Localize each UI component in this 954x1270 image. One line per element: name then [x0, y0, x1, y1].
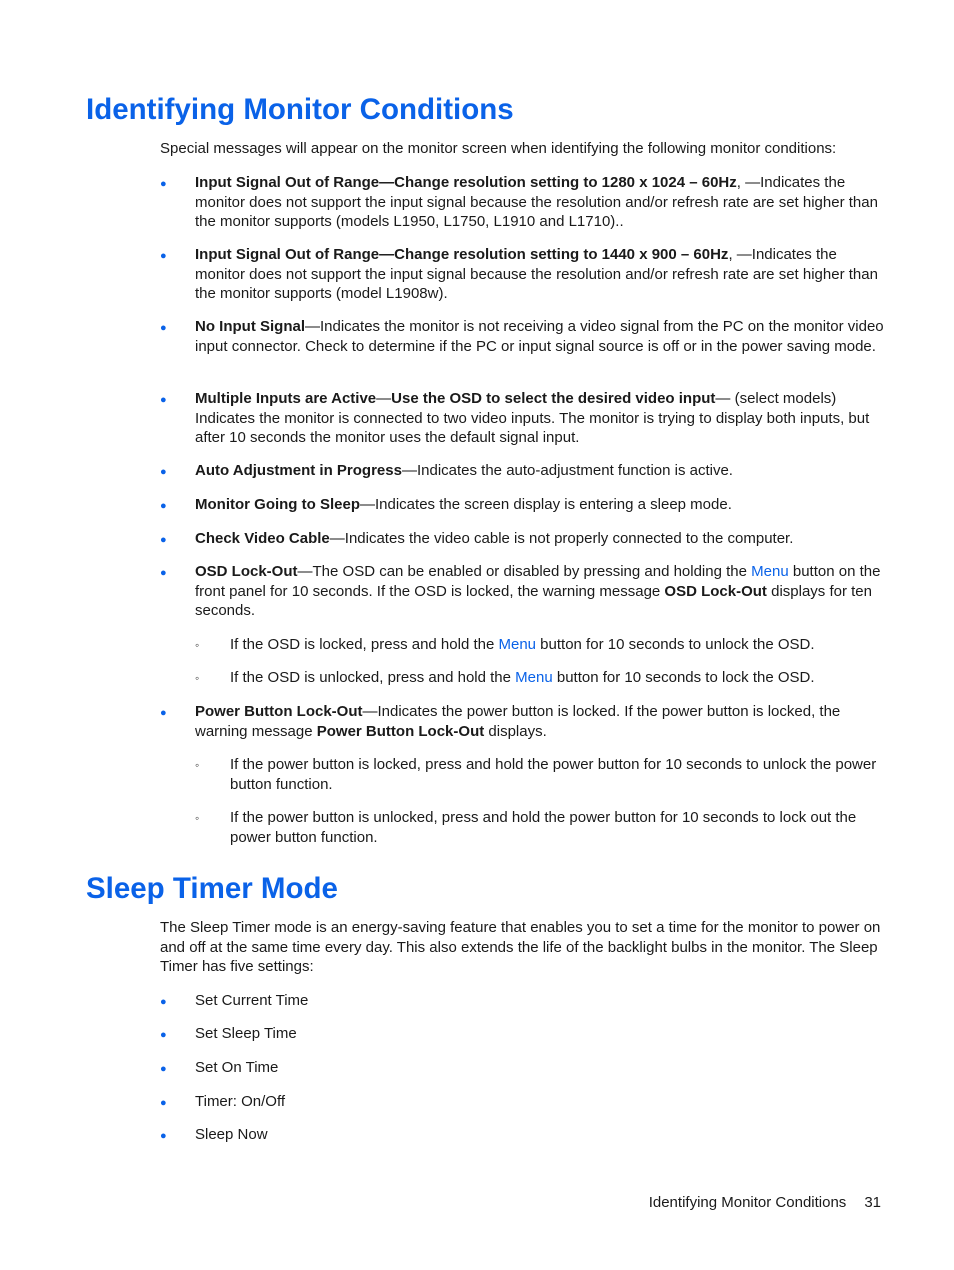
- section-title-sleep-timer-mode: Sleep Timer Mode: [86, 872, 338, 905]
- condition-description: — (select models) Indicates the monitor is connected to two video inputs. The monitor is trying to display both inputs, but after 10 seconds the monitor uses the default signal input.: [195, 390, 870, 446]
- setting-name: Set Current Time: [195, 992, 309, 1009]
- condition-name: Monitor Going to Sleep: [195, 496, 360, 513]
- section-title-identifying-monitor-conditions: Identifying Monitor Conditions: [86, 93, 514, 126]
- condition-instruction: Use the OSD to select the desired video input: [391, 390, 716, 407]
- setting-name: Set Sleep Time: [195, 1025, 297, 1042]
- sub-bullet-icon: ◦: [195, 811, 200, 825]
- condition-name: Auto Adjustment in Progress: [195, 462, 402, 479]
- condition-name: Power Button Lock-Out: [195, 703, 363, 720]
- sub-item-text: button for 10 seconds to lock the OSD.: [552, 669, 815, 686]
- bullet-icon: ●: [160, 466, 167, 478]
- sub-item-text: If the OSD is locked, press and hold the: [230, 636, 499, 653]
- sub-item-text: If the power button is unlocked, press and hold the power button for 10 seconds to lock out the power button function.: [230, 809, 857, 846]
- sub-item-text: If the power button is locked, press and hold the power button for 10 seconds to unlock the power button function.: [230, 756, 877, 793]
- section-intro: The Sleep Timer mode is an energy-saving feature that enables you to set a time for the monitor to power on and off at the same time every day. This also extends the life of the backlight bulbs in the monitor. The Sleep Timer has five settings:: [160, 919, 881, 975]
- page-footer: [649, 1193, 881, 1212]
- warning-message: Power Button Lock-Out: [316, 722, 485, 740]
- bullet-icon: ●: [160, 1029, 167, 1041]
- condition-description: —Indicates the power button is locked. If the power button is locked, the warning message: [195, 703, 841, 740]
- condition-description: —Indicates the video cable is not properly connected to the computer.: [329, 530, 794, 547]
- condition-description: —Indicates the auto-adjustment function is active.: [401, 462, 733, 479]
- page-number: 31: [864, 1194, 881, 1211]
- menu-button-link[interactable]: Menu: [515, 669, 553, 686]
- menu-button-link[interactable]: Menu: [751, 563, 789, 580]
- condition-name: OSD Lock-Out: [195, 563, 298, 580]
- condition-name: No Input Signal: [195, 318, 305, 335]
- setting-name: Sleep Now: [195, 1126, 268, 1143]
- bullet-icon: ●: [160, 1097, 167, 1109]
- condition-name: Check Video Cable: [195, 530, 330, 547]
- sub-bullet-icon: ◦: [195, 671, 200, 685]
- bullet-icon: ●: [160, 567, 167, 579]
- condition-description: , —Indicates the monitor does not support the input signal because the resolution and/or refresh rate are set higher than the monitor supports (model L1908w).: [195, 246, 878, 302]
- menu-button-link[interactable]: Menu: [498, 636, 537, 653]
- sub-bullet-icon: ◦: [195, 758, 200, 772]
- bullet-icon: ●: [160, 178, 167, 190]
- bullet-icon: ●: [160, 394, 167, 406]
- bullet-icon: ●: [160, 996, 167, 1008]
- condition-description: displays for ten seconds.: [195, 582, 872, 619]
- setting-name: Timer: On/Off: [195, 1093, 286, 1110]
- footer-section-title: Identifying Monitor Conditions: [648, 1194, 847, 1211]
- condition-name: Multiple Inputs are Active: [195, 390, 377, 407]
- bullet-icon: ●: [160, 250, 167, 262]
- condition-name: Input Signal Out of Range—Change resolution setting to 1440 x 900 – 60Hz: [195, 246, 729, 263]
- condition-description: button on the front panel for 10 seconds. If the OSD is locked, the warning message: [195, 563, 881, 600]
- bullet-icon: ●: [160, 322, 167, 334]
- condition-description: displays.: [484, 722, 547, 740]
- section-intro: Special messages will appear on the monitor screen when identifying the following monitor conditions:: [160, 140, 837, 157]
- sub-item-text: If the OSD is unlocked, press and hold the: [230, 669, 516, 686]
- bullet-icon: ●: [160, 1130, 167, 1142]
- setting-name: Set On Time: [195, 1059, 279, 1076]
- condition-description: , —Indicates the monitor does not support the input signal because the resolution and/or refresh rate are set higher than the monitor supports (models L1950, L1750, L1910 and L1710)..: [195, 174, 878, 230]
- warning-message: OSD Lock-Out: [664, 582, 767, 600]
- condition-description: —Indicates the monitor is not receiving a video signal from the PC on the monitor video input connector. Check to determine if the PC or input signal source is off or in the power saving mode.: [195, 318, 884, 355]
- em-dash: —: [376, 390, 392, 407]
- bullet-icon: ●: [160, 534, 167, 546]
- sub-bullet-icon: ◦: [195, 638, 200, 652]
- bullet-icon: ●: [160, 1063, 167, 1075]
- condition-name: Input Signal Out of Range—Change resolution setting to 1280 x 1024 – 60Hz: [195, 174, 737, 191]
- sub-item-text: button for 10 seconds to unlock the OSD.: [536, 636, 815, 653]
- bullet-icon: ●: [160, 707, 167, 719]
- condition-description: —The OSD can be enabled or disabled by pressing and holding the: [297, 563, 752, 580]
- condition-description: —Indicates the screen display is entering a sleep mode.: [360, 496, 732, 513]
- bullet-icon: ●: [160, 500, 167, 512]
